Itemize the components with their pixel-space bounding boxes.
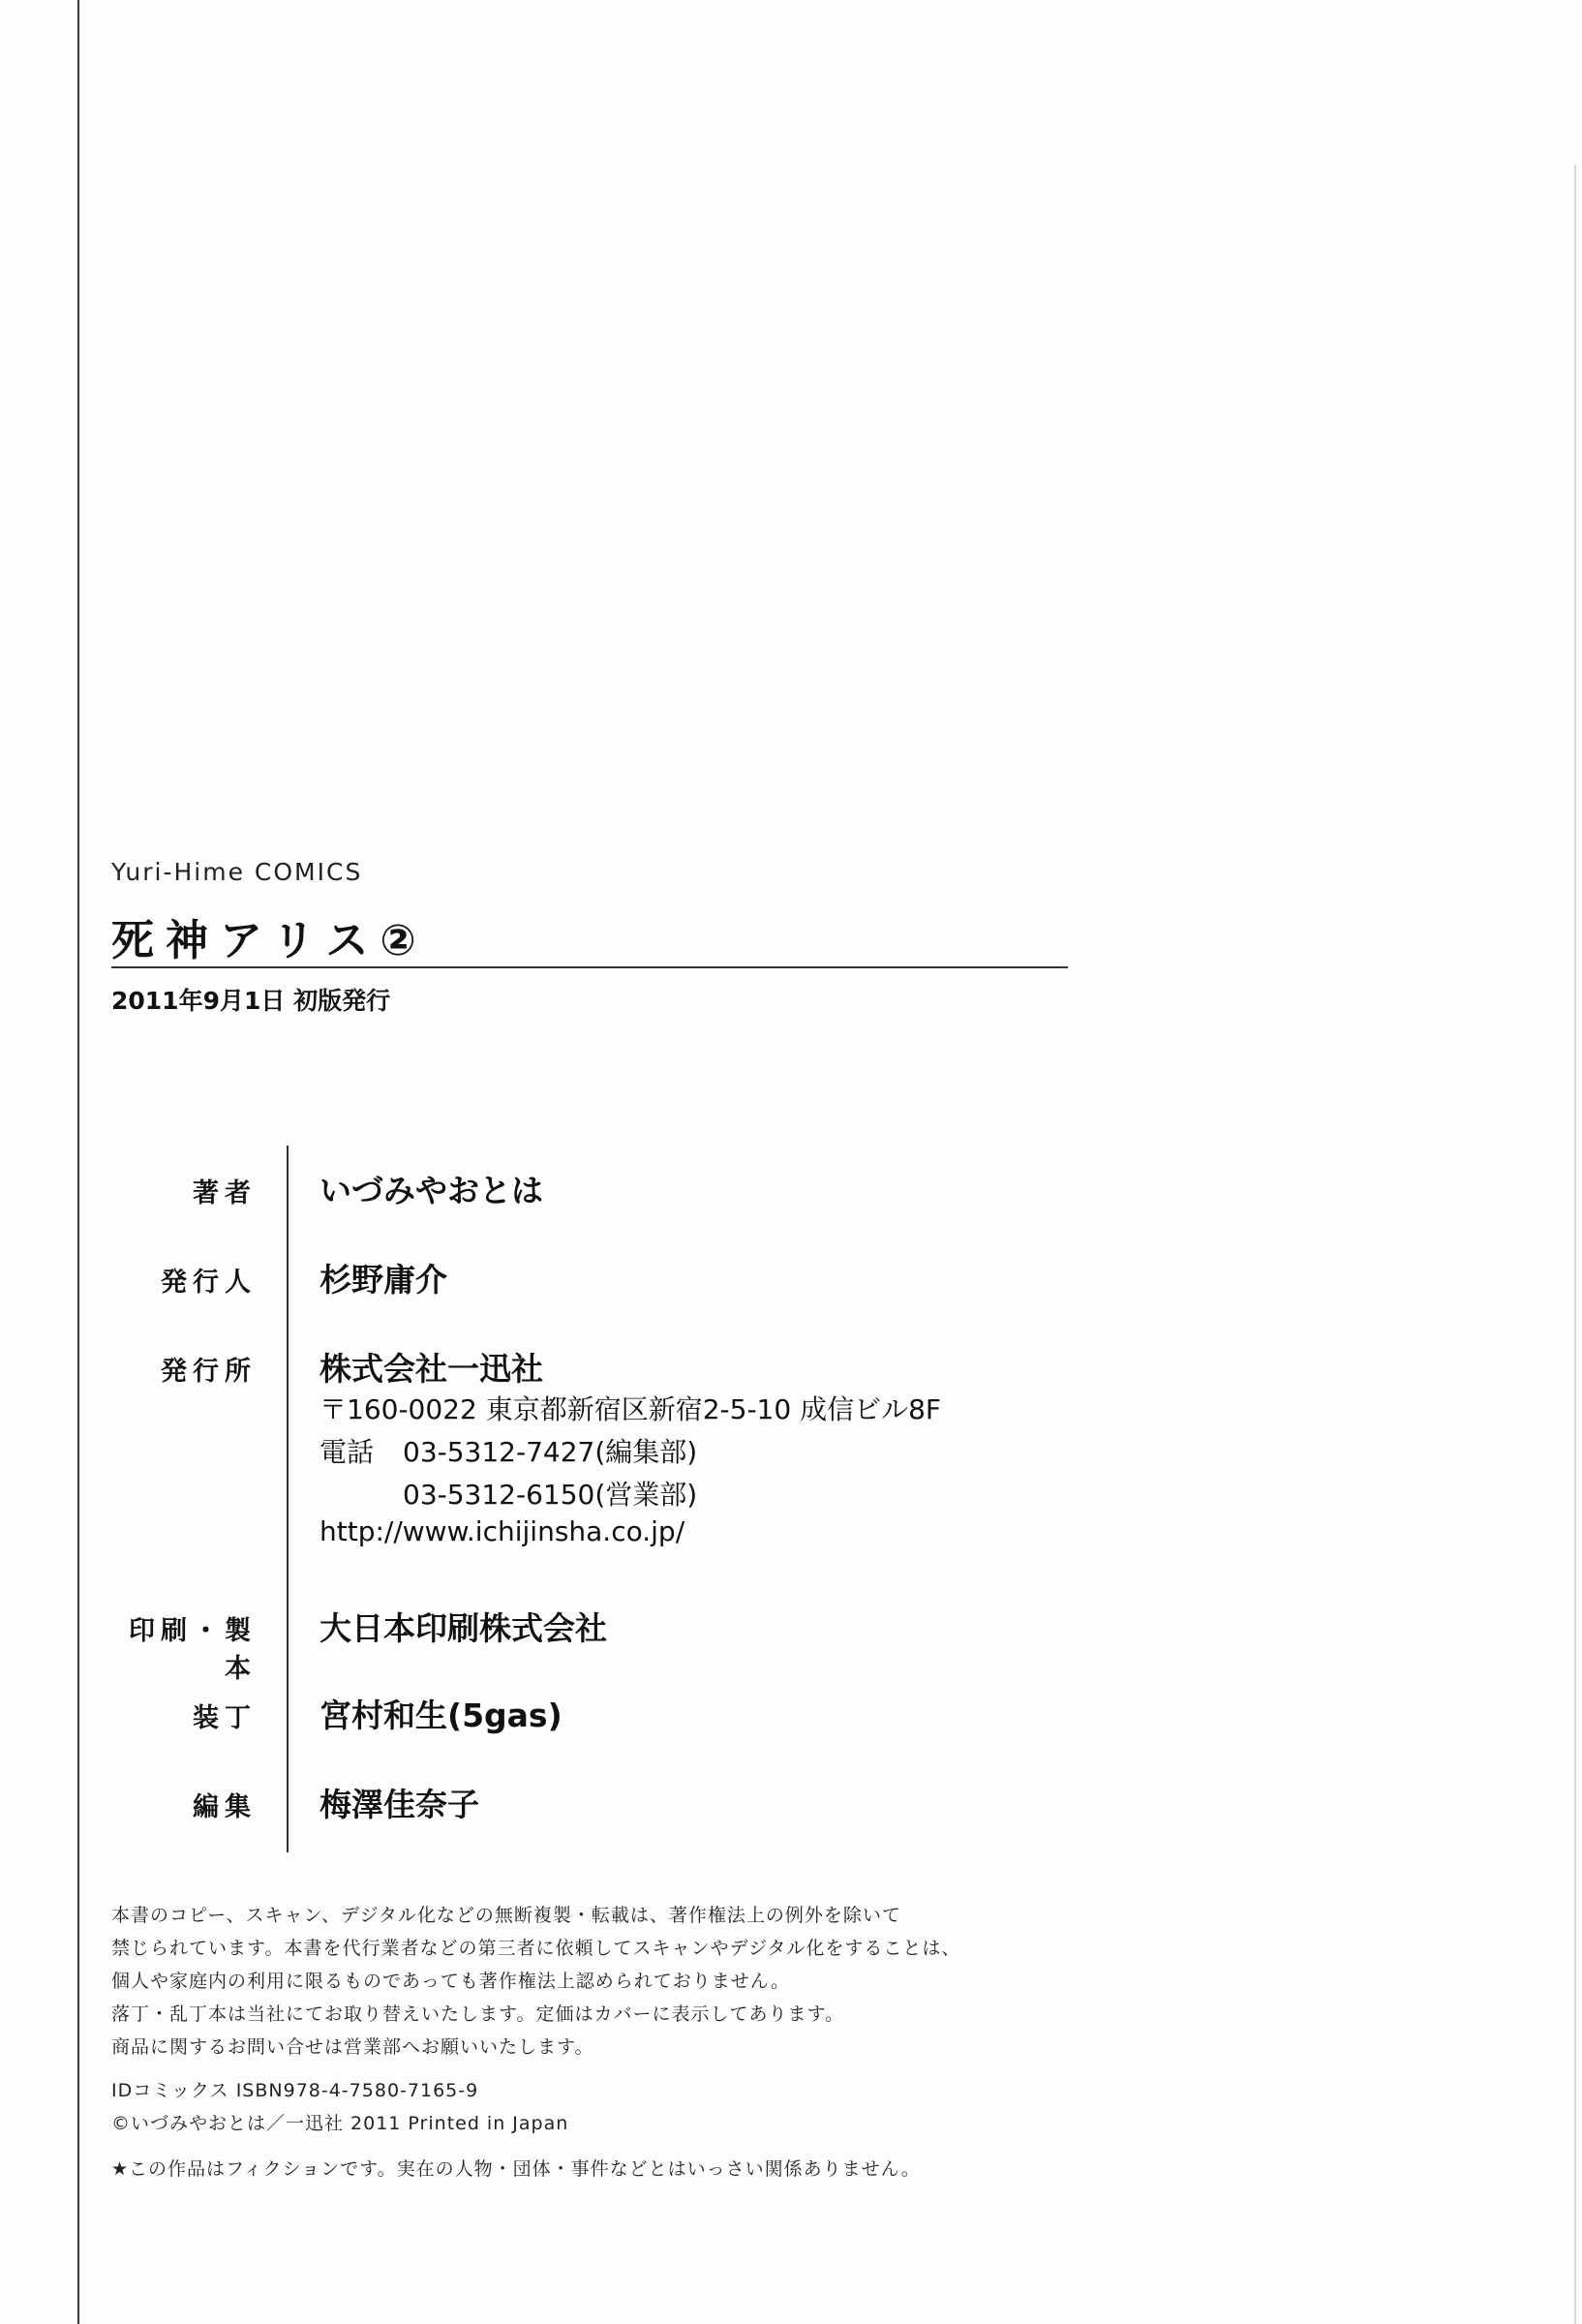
notice-line: 個人や家庭内の利用に限るものであっても著作権法上認められておりません。 xyxy=(111,1971,790,1992)
series-name: Yuri-Hime COMICS xyxy=(111,858,363,886)
book-title: 死神アリス② xyxy=(111,916,428,965)
credit-value-design: 宮村和生(5gas) xyxy=(319,1697,563,1734)
fiction-disclaimer: ★この作品はフィクションです。実在の人物・団体・事件などとはいっさい関係ありません。 xyxy=(111,2158,921,2180)
notice-line: 商品に関するお問い合せは営業部へお願いいたします。 xyxy=(111,2036,594,2058)
credits-divider xyxy=(287,1146,289,1852)
phone-label: 電話 xyxy=(319,1436,375,1468)
notice-line: 本書のコピー、スキャン、デジタル化などの無断複製・転載は、著作権法上の例外を除いて xyxy=(111,1905,901,1926)
credit-value-publisher: 株式会社一迅社 xyxy=(319,1350,543,1388)
phone-sales: 03-5312-6150(営業部) xyxy=(403,1479,698,1511)
phone-editorial: 03-5312-7427(編集部) xyxy=(403,1436,698,1468)
credit-label-printing: 印刷・製本 xyxy=(129,1616,257,1684)
edition-date: 2011年9月1日 初版発行 xyxy=(111,987,391,1015)
credit-label-design: 装丁 xyxy=(193,1703,257,1733)
page-left-edge xyxy=(77,0,79,2324)
title-divider xyxy=(111,966,1068,968)
credit-label-issuer: 発行人 xyxy=(161,1268,257,1298)
publisher-url[interactable]: http://www.ichijinsha.co.jp/ xyxy=(319,1515,685,1547)
credit-value-author: いづみやおとは xyxy=(319,1172,543,1209)
imprint-isbn: IDコミックス ISBN978-4-7580-7165-9 xyxy=(111,2080,479,2101)
page-right-edge xyxy=(1574,165,1576,2324)
credit-value-printing: 大日本印刷株式会社 xyxy=(319,1609,607,1647)
notice-line: 禁じられています。本書を代行業者などの第三者に依頼してスキャンやデジタル化をすることは、 xyxy=(111,1938,961,1959)
copyright-line: ©いづみやおとは／一迅社 2011 Printed in Japan xyxy=(111,2113,569,2134)
credit-label-publisher: 発行所 xyxy=(161,1357,257,1387)
credit-label-author: 著者 xyxy=(193,1178,257,1208)
credit-label-editor: 編集 xyxy=(193,1792,257,1822)
credit-value-editor: 梅澤佳奈子 xyxy=(319,1786,479,1823)
credit-value-issuer: 杉野庸介 xyxy=(319,1261,447,1299)
notice-line: 落丁・乱丁本は当社にてお取り替えいたします。定価はカバーに表示してあります。 xyxy=(111,2003,844,2025)
publisher-address: 〒160-0022 東京都新宿区新宿2-5-10 成信ビル8F xyxy=(319,1393,941,1425)
